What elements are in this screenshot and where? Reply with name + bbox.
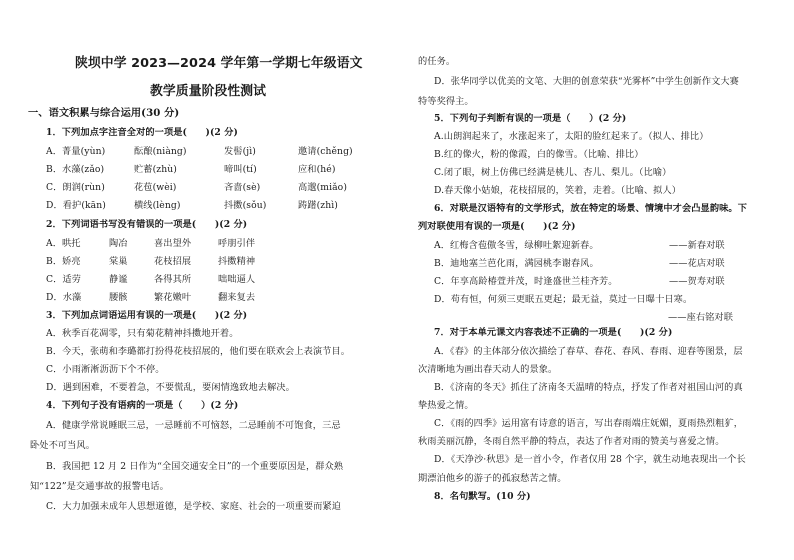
- q4-option-c-line2: 的任务。: [418, 56, 456, 67]
- q1-b-4: 应和(hé): [298, 164, 336, 175]
- q3-option-c: C．小雨淅淅沥沥下个不停。: [46, 364, 165, 375]
- q7-option-c-line2: 秋雨美丽沉静，冬雨自然平静的特点，表达了作者对雨的赞美与喜爱之情。: [418, 436, 725, 447]
- left-column: [28, 0, 400, 560]
- exam-title-line2: 教学质量阶段性测试: [150, 84, 267, 99]
- q7-option-a-line1: A．《春》的主体部分依次描绘了春草、春花、春风、春雨、迎春等图景，层: [434, 346, 743, 357]
- q1-a-1: A．菁量(yùn): [46, 146, 106, 157]
- q2-c-3: 各得其所: [154, 274, 192, 285]
- q1-d-3: 抖擞(sǒu): [224, 200, 267, 211]
- q4-option-b-line2: 知“122”是交通事故的报警电话。: [30, 481, 169, 492]
- q2-a-4: 呼朋引伴: [218, 238, 256, 249]
- q2-a-3: 喜出望外: [154, 238, 192, 249]
- q4-option-a-line1: A．健康学常说睡眠三忌，一忌睡前不可恼怒，二忌睡前不可饱食，三忌: [46, 420, 341, 431]
- section-heading: 一、语文积累与综合运用(30 分): [28, 107, 180, 119]
- q2-d-2: 腰骸: [109, 292, 128, 303]
- q1-a-3: 发髻(jì): [224, 146, 256, 157]
- q2-c-4: 咄咄逼人: [218, 274, 256, 285]
- question-2-stem: 2．下列词语书写没有错误的一项是( )(2 分): [46, 219, 248, 230]
- q6-option-a: [434, 240, 774, 252]
- q6-option-c-tag: ——贺寿对联: [669, 276, 725, 287]
- q1-c-2: 花苞(wèi): [134, 182, 177, 193]
- q1-a-4: 邀请(chěng): [298, 146, 353, 157]
- q6-option-c: [434, 276, 774, 288]
- q2-a-1: A．哄托: [46, 238, 81, 249]
- q5-option-c: C.闭了眼，树上仿佛已经满是桃儿、杏儿、梨儿。（比喻）: [434, 167, 672, 178]
- q1-b-1: B．水藻(zǎo): [46, 164, 105, 175]
- q2-b-3: 花枝招展: [154, 256, 192, 267]
- question-5-stem: 5．下列句子判断有误的一项是（ ）(2 分): [434, 113, 627, 124]
- question-3-stem: 3．下列加点词语运用有误的一项是( )(2 分): [46, 310, 248, 321]
- q6-option-c-text: C．年享高龄椿萱并茂，时逢盛世兰桂齐芳。: [434, 276, 618, 287]
- q1-d-2: 横线(lèng): [134, 200, 181, 211]
- q2-a-2: 陶冶: [109, 238, 128, 249]
- question-6-stem-line2: 列对联使用有误的一项是( )(2 分): [418, 221, 576, 232]
- q2-b-1: B．娇亮: [46, 256, 81, 267]
- q1-d-1: D．看护(kān): [46, 200, 106, 211]
- q6-option-b: [434, 258, 774, 270]
- q1-b-2: 贮蓄(zhù): [134, 164, 177, 175]
- question-4-stem: 4．下列句子没有语病的一项是（ ）(2 分): [46, 400, 239, 411]
- q4-option-d-line2: 特等奖得主。: [418, 96, 474, 107]
- q6-option-a-text: A．红梅含苞傲冬雪，绿柳吐絮迎新春。: [434, 240, 599, 251]
- q2-b-2: 棠巢: [109, 256, 128, 267]
- q5-option-b: B.红的像火，粉的像霞，白的像雪。（比喻、排比）: [434, 149, 644, 160]
- q2-d-3: 繁花嫩叶: [154, 292, 192, 303]
- q1-a-2: 酝酿(niàng): [134, 146, 187, 157]
- question-8-stem: 8．名句默写。(10 分): [434, 491, 531, 502]
- q1-c-1: C．朗润(rùn): [46, 182, 105, 193]
- q7-option-b-line2: 挚热爱之情。: [418, 400, 474, 411]
- q2-d-1: D．水藻: [46, 292, 82, 303]
- q4-option-b-line1: B．我国把 12 月 2 日作为“全国交通安全日”的一个重要原因是，群众熟: [46, 461, 344, 472]
- q6-option-b-text: B．迪地塞兰芭化雨，满园桃李谢春风。: [434, 258, 599, 269]
- q7-option-d-line2: 期漂泊他乡的游子的孤寂愁苦之情。: [418, 473, 567, 484]
- q6-option-d-tag: ——座右铭对联: [668, 312, 734, 323]
- q1-c-3: 吝啬(sè): [224, 182, 261, 193]
- question-7-stem: 7．对于本单元课文内容表述不正确的一项是( )(2 分): [434, 327, 673, 338]
- q4-option-c-line1: C．大力加强未成年人思想道德，是学校、家庭、社会的一项重要而紧迫: [46, 501, 342, 512]
- q1-b-3: 啼叫(tí): [224, 164, 257, 175]
- q2-b-4: 抖擞精神: [218, 256, 256, 267]
- right-column: [418, 0, 774, 560]
- q1-d-4: 踌躇(zhì): [298, 200, 338, 211]
- q7-option-d-line1: D．《天净沙·秋思》是一首小令，作者仅用 28 个字，就生动地表现出一个长: [434, 454, 746, 465]
- q3-option-a: A．秋季百花凋零，只有菊花精神抖擞地开着。: [46, 328, 239, 339]
- q4-option-a-line2: 卧处不可当风。: [30, 440, 96, 451]
- q4-option-d-line1: D．张华同学以优美的文笔、大胆的创意荣获“光雾杯”中学生创新作文大赛: [434, 76, 739, 87]
- q2-c-1: C．适劳: [46, 274, 81, 285]
- q2-d-4: 翻来复去: [218, 292, 256, 303]
- q2-c-2: 静谧: [109, 274, 128, 285]
- q3-option-b: B．今天，张萌和李璐都打扮得花枝招展的，他们要在联欢会上表演节目。: [46, 346, 351, 357]
- q1-c-4: 高邈(miǎo): [298, 182, 348, 193]
- q3-option-d: D．遇到困难，不要着急，不要慌乱，要闲情逸致地去解决。: [46, 382, 295, 393]
- q6-option-b-tag: ——花店对联: [669, 258, 725, 269]
- q7-option-c-line1: C．《雨的四季》运用富有诗意的语言，写出春雨端庄妩媚，夏雨热烈粗犷，: [434, 418, 744, 429]
- question-6-stem-line1: 6．对联是汉语特有的文学形式，放在特定的场景、情境中才会凸显韵味。下: [434, 203, 747, 214]
- q7-option-a-line2: 次清晰地为画出春天动人的景象。: [418, 364, 558, 375]
- exam-title-line1: 陕坝中学 2023—2024 学年第一学期七年级语文: [75, 56, 363, 71]
- question-1-stem: 1．下列加点字注音全对的一项是( )(2 分): [46, 127, 238, 138]
- q6-option-a-tag: ——新春对联: [669, 240, 725, 251]
- q7-option-b-line1: B．《济南的冬天》抓住了济南冬天温晴的特点，抒发了作者对祖国山河的真: [434, 382, 743, 393]
- q5-option-d: D.春天像小姑娘，花枝招展的，笑着，走着。（比喻、拟人）: [434, 185, 682, 196]
- q6-option-d-text: D．苟有恒，何须三更眠五更起；最无益，莫过一日曝十日寒。: [434, 294, 693, 305]
- q5-option-a: A.山朗润起来了，水涨起来了，太阳的脸红起来了。（拟人、排比）: [434, 131, 709, 142]
